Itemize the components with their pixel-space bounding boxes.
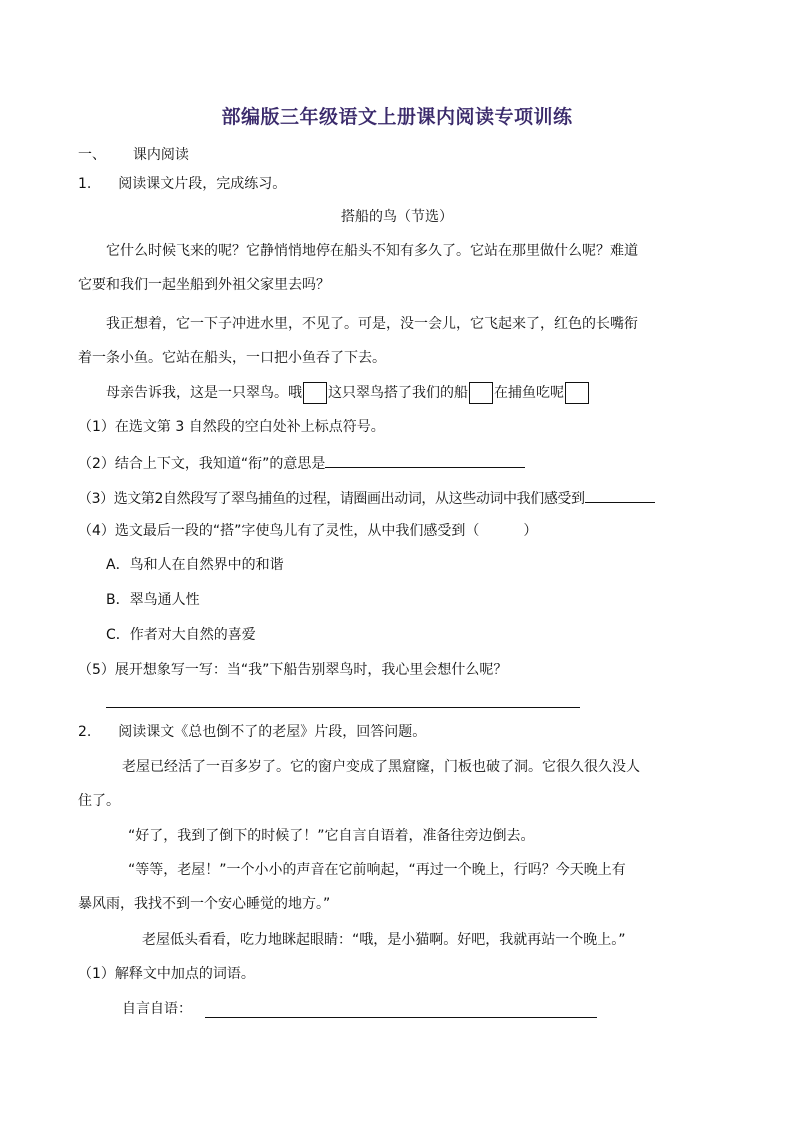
option-c: C．作者对大自然的喜爱 (106, 627, 256, 643)
q2-paragraph-4: 老屋低头看看，吃力地眯起眼睛：“哦，是小猫啊。好吧，我就再站一个晚上。” (142, 932, 626, 948)
paragraph-3-text-3: 在捕鱼吃呢 (494, 385, 564, 401)
answer-blank-meaning[interactable] (325, 451, 525, 468)
punctuation-answer-box-3[interactable] (565, 382, 589, 404)
section-number: 一、 (78, 147, 106, 163)
paragraph-3-text-2: 这只翠鸟搭了我们的船 (328, 385, 468, 401)
answer-blank-feeling[interactable] (585, 486, 655, 503)
q2-paragraph-2: “好了，我到了倒下的时候了！”它自言自语着，准备往旁边倒去。 (128, 828, 535, 844)
passage-paragraph-1-line-2: 它要和我们一起坐船到外祖父家里去吗？ (78, 277, 330, 293)
page-title: 部编版三年级语文上册课内阅读专项训练 (221, 106, 573, 128)
question-instruction: 阅读课文《总也倒不了的老屋》片段，回答问题。 (118, 724, 427, 740)
sub-question-2-text: （2）结合上下文，我知道“衔”的意思是 (78, 456, 326, 472)
question-number: 1. (78, 176, 92, 192)
option-b: B．翠鸟通人性 (106, 592, 200, 608)
answer-line-word[interactable] (205, 1017, 597, 1018)
question-2-heading (78, 722, 426, 742)
sub-question-3-text: （3）选文第2自然段写了翠鸟捕鱼的过程，请圈画出动词，从这些动词中我们感受到 (78, 491, 585, 507)
sub-question-2 (78, 451, 525, 474)
question-instruction: 阅读课文片段，完成练习。 (118, 176, 287, 192)
sub-question-1: （1）在选文第 3 自然段的空白处补上标点符号。 (78, 419, 385, 435)
word-label: 自言自语： (122, 1001, 192, 1017)
q2-paragraph-3-line-2: 暴风雨，我找不到一个安心睡觉的地方。” (78, 896, 331, 912)
section-heading (78, 145, 189, 165)
word-explanation-row (122, 999, 192, 1019)
paragraph-3-text-1: 母亲告诉我，这是一只翠鸟。哦 (106, 385, 302, 401)
q2-paragraph-1-line-2: 住了。 (78, 793, 120, 809)
passage-paragraph-1-line-1: 它什么时候飞来的呢？它静悄悄地停在船头不知有多久了。它站在那里做什么呢？难道 (106, 243, 638, 259)
question-1-heading (78, 174, 286, 194)
sub-question-4-close: ） (523, 523, 538, 539)
sub-question-4-text: （4）选文最后一段的“搭”字使鸟儿有了灵性，从中我们感受到（ (78, 523, 480, 539)
sub-question-4 (78, 521, 537, 541)
q2-sub-question-1: （1）解释文中加点的词语。 (78, 966, 255, 982)
question-number: 2. (78, 724, 92, 740)
sub-question-3 (78, 486, 655, 509)
passage-title: 搭船的鸟（节选） (341, 209, 453, 225)
passage-paragraph-2-line-2: 着一条小鱼。它站在船头，一口把小鱼吞了下去。 (78, 350, 386, 366)
option-a: A．鸟和人在自然界中的和谐 (106, 557, 284, 573)
punctuation-answer-box-2[interactable] (469, 382, 493, 404)
section-label: 课内阅读 (132, 147, 189, 163)
q2-paragraph-3-line-1: “等等，老屋！”一个小小的声音在它前响起，“再过一个晚上，行吗？今天晚上有 (128, 862, 626, 878)
answer-line-imagination[interactable] (106, 707, 580, 708)
sub-question-5: （5）展开想象写一写：当“我”下船告别翠鸟时，我心里会想什么呢？ (78, 662, 508, 678)
passage-paragraph-3 (106, 381, 590, 405)
passage-paragraph-2-line-1: 我正想着，它一下子冲进水里，不见了。可是，没一会儿，它飞起来了，红色的长嘴衔 (106, 316, 638, 332)
q2-paragraph-1-line-1: 老屋已经活了一百多岁了。它的窗户变成了黑窟窿，门板也破了洞。它很久很久没人 (122, 759, 640, 775)
punctuation-answer-box-1[interactable] (303, 382, 327, 404)
